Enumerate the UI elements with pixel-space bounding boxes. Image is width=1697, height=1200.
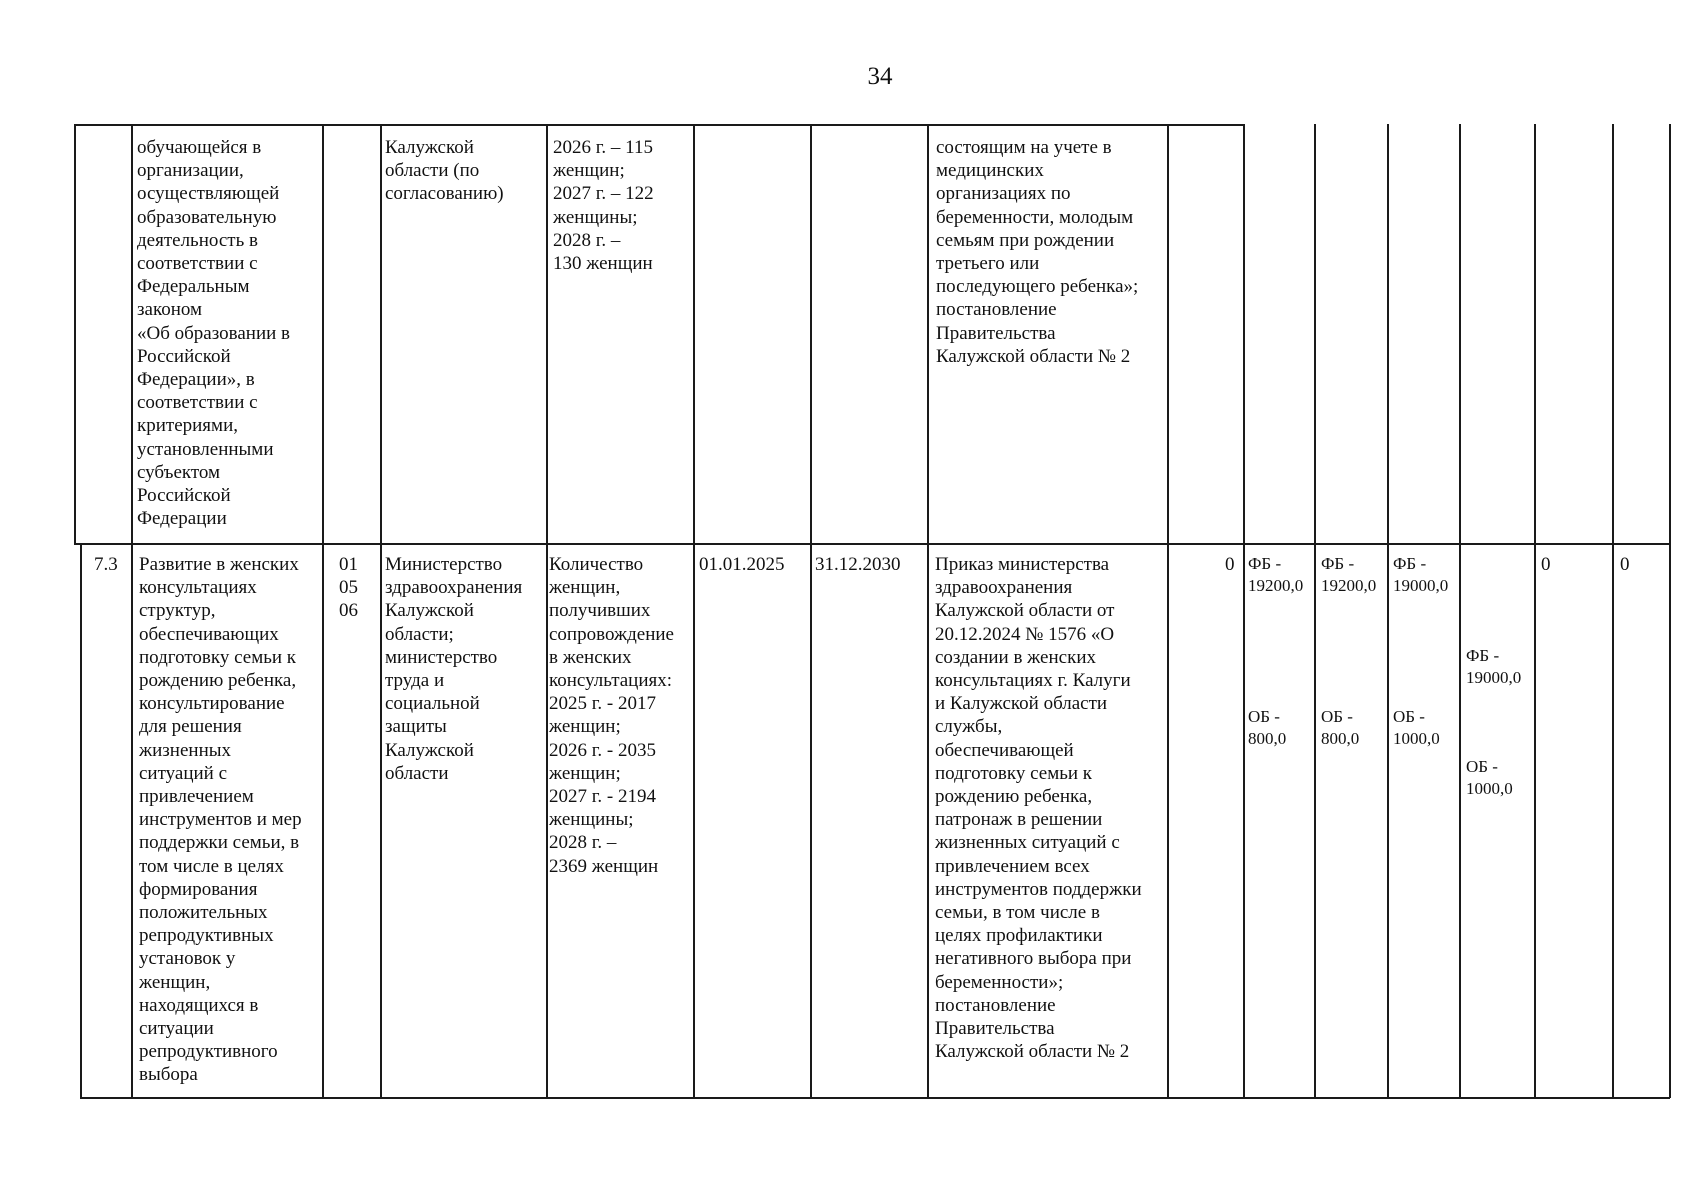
text-line: 19200,0 [1248, 576, 1304, 595]
text-line: 2028 г. – [553, 229, 621, 251]
cell-start-date: 01.01.2025 [699, 554, 785, 575]
text-line: образовательную [137, 206, 277, 228]
text-line: ФБ - [1321, 554, 1355, 573]
text-line: Калужской [385, 739, 474, 761]
text-line: семьям при рождении [936, 229, 1115, 251]
cell-funding-2030: 0 [1620, 554, 1630, 575]
text-line: обучающейся в [137, 137, 262, 158]
text-line: положительных [139, 902, 268, 924]
text-line: постановление [936, 299, 1057, 321]
text-line: Калужской [385, 137, 474, 158]
text-line: 2026 г. – 115 [553, 137, 653, 158]
cell-row-number: 7.3 [94, 554, 118, 575]
text-line: ОБ - [1393, 707, 1425, 726]
text-line: Федерации [137, 508, 227, 530]
text-line: женщины; [549, 809, 634, 831]
text-line: инструментов поддержки [935, 878, 1142, 900]
text-line: жизненных [139, 739, 232, 761]
text-line: 2027 г. – 122 [553, 183, 654, 205]
text-line: области [385, 762, 449, 784]
text-line: подготовку семьи к [139, 646, 297, 668]
cell-codes [339, 553, 358, 623]
cell-funding-total: 0 [1225, 554, 1235, 575]
text-line: структур, [139, 600, 216, 622]
cell-funding-2026-ob [1321, 706, 1359, 750]
text-line: законом [137, 299, 203, 321]
column-border [693, 124, 695, 1098]
column-border [1534, 124, 1536, 1098]
page-number: 34 [867, 63, 893, 90]
text-line: беременности»; [935, 971, 1064, 993]
text-line: женщин, [139, 971, 211, 993]
text-line: Калужской [385, 600, 474, 622]
column-border [1314, 124, 1316, 1098]
text-line: 2025 г. - 2017 [549, 693, 656, 715]
text-line: Российской [137, 345, 231, 367]
text-line: организации, [137, 160, 244, 182]
cell-basis [935, 553, 1142, 1063]
text-line: состоящим на учете в [936, 137, 1112, 158]
text-line: 2028 г. – [549, 832, 617, 854]
text-line: репродуктивных [139, 925, 274, 947]
text-line: Количество [549, 554, 644, 575]
text-line: установленными [137, 438, 274, 460]
text-line: Калужской области от [935, 600, 1115, 622]
text-line: женщин, [549, 577, 621, 599]
text-line: социальной [385, 693, 480, 715]
text-line: здравоохранения [385, 577, 523, 599]
cell-funding-2028-ob [1466, 756, 1513, 800]
text-line: 130 женщин [553, 253, 653, 275]
text-line: рождению ребенка, [935, 786, 1093, 808]
text-line: 19200,0 [1321, 576, 1377, 595]
cell-indicator [549, 553, 674, 878]
text-line: в женских [549, 646, 632, 668]
text-line: Федеральным [137, 276, 250, 298]
text-line: 800,0 [1321, 729, 1360, 748]
text-line: критериями, [137, 415, 238, 437]
text-line: 2026 г. - 2035 [549, 739, 656, 761]
text-line: 19000,0 [1393, 576, 1449, 595]
text-line: ОБ - [1466, 757, 1498, 776]
text-line: и Калужской области [935, 693, 1108, 715]
text-line: консультациях [139, 577, 257, 599]
text-line: поддержки семьи, в [139, 832, 300, 854]
text-line: создании в женских [935, 646, 1096, 668]
text-line: консультациях: [549, 670, 673, 692]
text-line: ФБ - [1466, 646, 1500, 665]
text-line: том числе в целях [139, 855, 284, 877]
text-line: защиты [385, 716, 447, 738]
text-line: 1000,0 [1466, 779, 1513, 798]
column-border [380, 124, 382, 1098]
text-line: Калужской области № 2 [935, 1041, 1130, 1063]
column-border [80, 543, 82, 1098]
text-line: для решения [139, 716, 242, 738]
column-border [322, 124, 324, 1098]
text-line: третьего или [936, 253, 1040, 275]
column-border [1243, 124, 1245, 1098]
cell-funding-2029: 0 [1541, 554, 1551, 575]
text-line: 06 [339, 600, 358, 622]
cell-indicator-continued [553, 136, 654, 275]
column-border [1387, 124, 1389, 1098]
text-line: женщины; [553, 206, 638, 228]
text-line: ФБ - [1393, 554, 1427, 573]
text-line: соответствии с [137, 253, 258, 275]
text-line: установок у [139, 948, 236, 970]
text-line: Правительства [936, 322, 1056, 344]
text-line: находящихся в [139, 994, 259, 1016]
text-line: ОБ - [1248, 707, 1280, 726]
text-line: 1000,0 [1393, 729, 1440, 748]
text-line: жизненных ситуаций с [935, 832, 1120, 854]
text-line: области; [385, 623, 454, 645]
text-line: формирования [139, 878, 258, 900]
text-line: привлечением [139, 786, 254, 808]
text-line: женщин; [549, 716, 621, 738]
column-border [546, 124, 548, 1098]
column-border [1612, 124, 1614, 1098]
text-line: 2369 женщин [549, 855, 659, 877]
row-separator [74, 543, 1670, 545]
cell-funding-2027-ob [1393, 706, 1440, 750]
text-line: соответствии с [137, 392, 258, 414]
text-line: целях профилактики [935, 925, 1103, 947]
cell-description-continued [137, 136, 290, 530]
text-line: медицинских [936, 160, 1044, 182]
text-line: консультациях г. Калуги [935, 670, 1131, 692]
column-border [74, 124, 76, 544]
text-line: ОБ - [1321, 707, 1353, 726]
text-line: 800,0 [1248, 729, 1287, 748]
cell-executor [385, 553, 522, 785]
cell-end-date: 31.12.2030 [815, 554, 901, 575]
text-line: подготовку семьи к [935, 762, 1093, 784]
column-border [1669, 124, 1671, 1098]
text-line: сопровождение [549, 623, 674, 645]
text-line: Федерации», в [137, 369, 255, 391]
column-border [810, 124, 812, 1098]
text-line: обеспечивающей [935, 739, 1074, 761]
text-line: труда и [385, 670, 445, 692]
text-line: обеспечивающих [139, 623, 279, 645]
table-top-border [74, 124, 1244, 126]
cell-funding-2028-fb [1466, 645, 1521, 689]
text-line: 05 [339, 577, 358, 599]
text-line: негативного выбора при [935, 948, 1132, 970]
text-line: семьи, в том числе в [935, 902, 1100, 924]
text-line: Министерство [385, 554, 503, 575]
text-line: инструментов и мер [139, 809, 302, 831]
text-line: «Об образовании в [137, 322, 291, 344]
text-line: выбора [139, 1064, 198, 1086]
text-line: здравоохранения [935, 577, 1073, 599]
text-line: организациях по [936, 183, 1071, 205]
text-line: женщин; [549, 762, 621, 784]
text-line: министерство [385, 646, 498, 668]
cell-executor-continued [385, 136, 504, 206]
text-line: Правительства [935, 1018, 1055, 1040]
text-line: 2027 г. - 2194 [549, 786, 656, 808]
cell-funding-2025-ob [1248, 706, 1286, 750]
text-line: репродуктивного [139, 1041, 278, 1063]
text-line: постановление [935, 994, 1056, 1016]
cell-funding-2025-fb [1248, 553, 1303, 597]
cell-funding-2026-fb [1321, 553, 1376, 597]
text-line: согласованию) [385, 183, 504, 205]
text-line: Российской [137, 485, 231, 507]
cell-funding-2027-fb [1393, 553, 1448, 597]
column-border [131, 124, 133, 1098]
text-line: рождению ребенка, [139, 670, 297, 692]
text-line: получивших [549, 600, 651, 622]
text-line: беременности, молодым [936, 206, 1134, 228]
text-line: 20.12.2024 № 1576 «О [935, 623, 1115, 645]
column-border [927, 124, 929, 1098]
text-line: последующего ребенка»; [936, 276, 1139, 298]
cell-description [139, 553, 302, 1087]
text-line: Приказ министерства [935, 554, 1110, 575]
cell-basis-continued [936, 136, 1138, 368]
text-line: консультирование [139, 693, 285, 715]
text-line: осуществляющей [137, 183, 280, 205]
text-line: ситуаций с [139, 762, 228, 784]
text-line: 01 [339, 554, 358, 575]
text-line: ФБ - [1248, 554, 1282, 573]
table-bottom-border [80, 1097, 1670, 1099]
text-line: Калужской области № 2 [936, 345, 1131, 367]
text-line: ситуации [139, 1018, 214, 1040]
text-line: привлечением всех [935, 855, 1090, 877]
text-line: женщин; [553, 160, 625, 182]
column-border [1459, 124, 1461, 1098]
text-line: Развитие в женских [139, 554, 299, 575]
text-line: службы, [935, 716, 1003, 738]
column-border [1167, 124, 1169, 1098]
text-line: области (по [385, 160, 480, 182]
text-line: субъектом [137, 461, 221, 483]
text-line: 19000,0 [1466, 668, 1522, 687]
text-line: патронаж в решении [935, 809, 1103, 831]
text-line: деятельность в [137, 229, 258, 251]
